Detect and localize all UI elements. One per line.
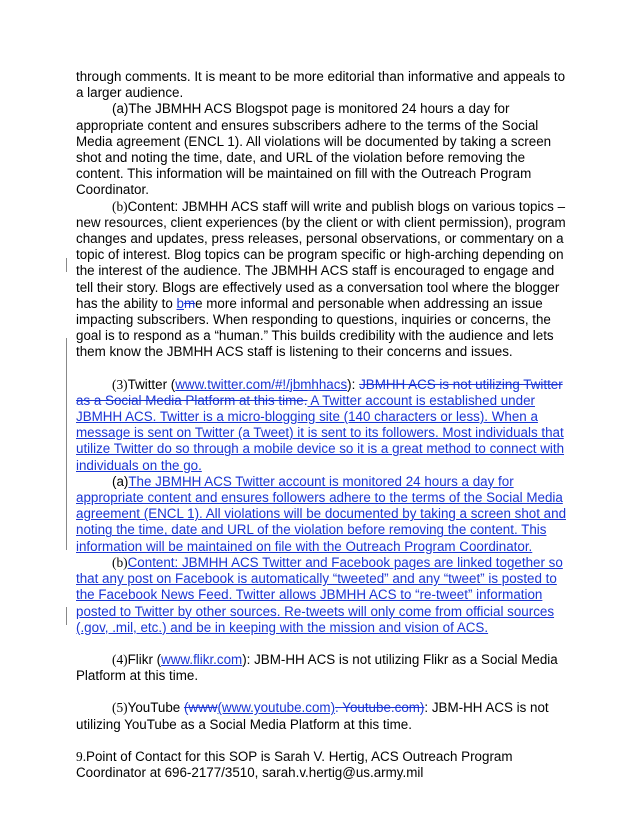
paragraph-twitter-content	[76, 555, 568, 636]
paragraph-intro	[76, 69, 568, 101]
intro-text: through comments. It is meant to be more editorial than informative and appeals to a larger audience.	[76, 69, 566, 101]
flikr-text: ): JBM-HH ACS is not utilizing Flikr as a Social Media Platform at this time.	[76, 651, 558, 684]
deleted-text: m	[183, 295, 196, 311]
deleted-text: JBMHH ACS is not utilizing Twitter as a Social Media Platform at this time.	[76, 376, 563, 408]
deleted-text: (www	[183, 700, 218, 716]
revision-bar	[66, 258, 67, 272]
youtube-link[interactable]: (www.youtube.com)	[217, 700, 336, 716]
blogspot-monitoring-text: (a)The JBMHH ACS Blogspot page is monitored 24 hours a day for appropriate content and ensures subscribers adhere to the terms of the Social Media agreement (ENCL 1). All violations will be documented by taking a screen shot and noting the time, date, and URL of the violation before removing the content. This information will be maintained on fill with the Outreach Program Coordinator.	[76, 101, 552, 198]
inserted-text: A Twitter account is established under JBMHH ACS. Twitter is a micro-blogging site (140 characters or less). When a message is sent on Twitter (a Tweet) it is sent to its followers. Most individuals that utilize Twitter do so through a mobile device so it is a great method to connect with individuals on the go.	[76, 392, 565, 473]
paragraph-twitter	[76, 377, 568, 474]
item-number: (b)	[112, 198, 128, 214]
blog-content-text: Content: JBMHH ACS staff will write and publish blogs on various topics – new resources, client experiences (by the client or with client permission), program changes and updates, press releases, personal observations, or commentary on a topic of interest. Blog topics can be program specific or high-arching depending on the interest of the audience. The JBMHH ACS staff is encouraged to engage and tell their story. Blogs are effectively used as a conversation tool where the blogger has the ability to	[76, 198, 566, 311]
paragraph-blogspot-monitoring	[76, 101, 568, 198]
inserted-text: The JBMHH ACS Twitter account is monitored 24 hours a day for appropriate content and ensures followers adhere to the terms of the Social Media agreement (ENCL 1). All violations will be documented by taking a screen shot and noting the time, date and URL of the violation before removing the content. This information will be maintained on file with the Outreach Program Coordinator.	[76, 473, 567, 554]
revision-bar	[66, 607, 67, 625]
item-number: (5)	[112, 700, 128, 716]
paragraph-flikr	[76, 652, 568, 684]
paragraph-blog-content	[76, 199, 568, 361]
paragraph-youtube	[76, 700, 568, 732]
item-number: (4)	[112, 651, 128, 667]
item-number: (3)	[112, 376, 128, 392]
section-number: 9.	[76, 748, 87, 764]
point-of-contact-text: Point of Contact for this SOP is Sarah V. Hertig, ACS Outreach Program Coordinator at 696-2177/3510, sarah.v.hertig@us.army.mil	[76, 748, 513, 780]
blog-content-text-cont: e more informal and personable when addressing an issue impacting subscribers. When responding to questions, inquiries or concerns, the goal is to respond as a “human.” This builds credibility with the audience and lets them know the JBMHH ACS staff is listening to their concerns and issues.	[76, 295, 554, 360]
twitter-label: Twitter (	[127, 376, 176, 392]
flikr-label: Flikr (	[127, 651, 162, 667]
deleted-text: . Youtube.com)	[335, 700, 425, 716]
inserted-text: Content: JBMHH ACS Twitter and Facebook pages are linked together so that any post on Facebook is automatically “tweeted” and any “tweet” is posted to the Facebook News Feed. Twitter allows JBMHH ACS to “re-tweet” information posted to Twitter by other sources. Re-tweets will only come from official sources (.gov, .mil, etc.) and be in keeping with the mission and vision of ACS.	[76, 554, 563, 635]
youtube-label: YouTube	[127, 700, 184, 716]
item-number: (a)	[112, 473, 129, 489]
document-page	[76, 69, 568, 781]
revision-bar	[66, 338, 67, 550]
twitter-link[interactable]: www.twitter.com/#!/jbmhhacs	[175, 376, 348, 392]
inserted-text: b	[176, 295, 184, 311]
paragraph-twitter-monitoring	[76, 474, 568, 555]
twitter-after: ):	[347, 376, 360, 392]
item-number: (b)	[112, 554, 128, 570]
youtube-text: : JBM-HH ACS is not utilizing YouTube as a Social Media Platform at this time.	[76, 700, 549, 732]
paragraph-point-of-contact	[76, 749, 568, 781]
flikr-link[interactable]: www.flikr.com	[161, 651, 243, 667]
